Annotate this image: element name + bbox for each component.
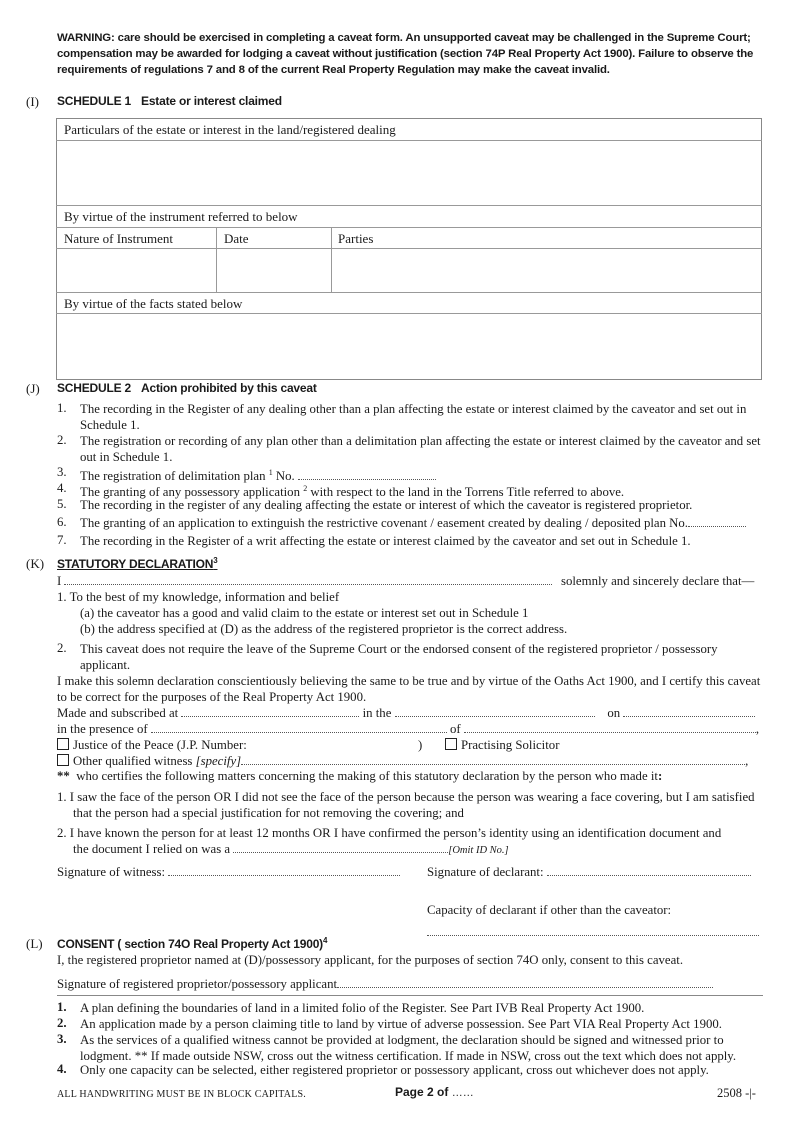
section-letter-k: (K) [26, 556, 45, 571]
divider [56, 227, 762, 228]
list-number: 5. [57, 497, 67, 511]
list-item-text: The registration of delimitation plan [80, 469, 266, 483]
solicitor-checkbox[interactable] [445, 738, 457, 750]
solemn-declaration-text: I make this solemn declaration conscientiously believing the same to be true and by virtue of the Oaths Act 1900, and I certify this caveat to be correct for the purposes of the Real Property Act 1900. [57, 674, 761, 704]
footnote-text: Only one capacity can be selected, either registered proprietor or possessory applicant, cross out whichever does not apply. [80, 1063, 709, 1077]
other-witness-label: Other qualified witness [73, 754, 193, 768]
declarant-line [57, 573, 552, 589]
list-item-text: The granting of any possessory application [80, 485, 300, 499]
footnote-divider [57, 995, 763, 996]
consent-text: I, the registered proprietor named at (D)/possessory applicant, for the purposes of section 74O only, consent to this caveat. [57, 953, 684, 967]
divider [56, 292, 762, 293]
page-label: Page 2 of [395, 1085, 449, 1099]
other-witness-checkbox[interactable] [57, 754, 69, 766]
footnote-ref: 4 [322, 936, 328, 945]
footnote-number: 4. [57, 1062, 67, 1076]
certification-2b [73, 841, 509, 859]
footnote-ref: 2 [303, 484, 308, 493]
consent-title: CONSENT ( section 74O Real Property Act 1900) [57, 937, 323, 951]
facts-field[interactable] [57, 314, 761, 379]
i-prefix: I [57, 574, 62, 588]
footnote-number: 3. [57, 1032, 67, 1046]
witness-name-field[interactable] [151, 721, 447, 733]
footnote-ref: 3 [213, 556, 218, 565]
list-number: 2. [57, 641, 67, 655]
witness-address-field[interactable] [464, 721, 756, 733]
jp-close: ) [418, 738, 423, 752]
warning-text: WARNING: care should be exercised in completing a caveat form. An unsupported caveat may be challenged in the Supreme Court; compensation may be awarded for lodging a caveat without justification (section 74P Real Property Act 1900). Failure to observe the requirements of regulations 7 and 8 of the current Real Property Regulation may make the caveat invalid. [57, 32, 754, 76]
stars: ** [57, 769, 70, 783]
declarant-signature-line [427, 864, 751, 880]
schedule1-heading [57, 94, 282, 108]
jp-label: Justice of the Peace (J.P. Number: [73, 738, 247, 752]
instrument-label: By virtue of the instrument referred to below [64, 209, 298, 224]
consent-signature-field[interactable] [337, 976, 713, 988]
list-item: The recording in the Register of any dealing other than a plan affecting the estate or interest claimed by the caveator and set out in Schedule 1. [80, 402, 747, 432]
facts-label: By virtue of the facts stated below [64, 296, 243, 311]
certification-1: 1. I saw the face of the person OR I did not see the face of the person because the person was wearing a face covering, but I am satisfied that the person had a special justification for not removing the covering; and [57, 790, 755, 820]
presence-line: in the presence of of , [57, 722, 760, 736]
list-number: 2. [57, 433, 67, 447]
declarant-signature-label: Signature of declarant: [427, 865, 544, 879]
jp-line [57, 737, 247, 753]
solicitor-label: Practising Solicitor [461, 738, 560, 752]
list-item [80, 515, 746, 531]
specify-label: [specify] [195, 754, 242, 768]
declaration-item-1b: (b) the address specified at (D) as the address of the registered proprietor is the correct address. [80, 622, 568, 636]
id-document-field[interactable] [233, 841, 448, 853]
capacity-label: Capacity of declarant if other than the caveator: [427, 903, 672, 917]
nature-of-instrument-field[interactable] [57, 249, 215, 291]
footnote-ref: 1 [268, 468, 273, 477]
on-label: on [607, 706, 621, 720]
footer-handwriting-note: ALL HANDWRITING MUST BE IN BLOCK CAPITALS. [57, 1089, 306, 1100]
list-item-suffix: with respect to the land in the Torrens Title referred to above. [307, 485, 625, 499]
section-letter-l: (L) [26, 936, 43, 951]
declaration-title: STATUTORY DECLARATION [57, 557, 214, 571]
page-total-field[interactable]: …… [451, 1087, 474, 1099]
solicitor-line [445, 737, 559, 753]
declarant-name-field[interactable] [64, 573, 552, 585]
schedule2-heading [57, 381, 317, 395]
list-number: 6. [57, 515, 67, 529]
of-label: of [450, 722, 461, 736]
witness-signature-line [57, 864, 400, 880]
plan-number-field[interactable] [298, 468, 436, 480]
footer-form-code: 2508 -|- [717, 1086, 756, 1100]
in-the-field[interactable] [395, 705, 595, 717]
other-witness-field[interactable] [241, 753, 745, 765]
declarant-signature-field[interactable] [547, 864, 751, 876]
certifies-text: who certifies the following matters concerning the making of this statutory declaration by the person who made it [76, 769, 658, 783]
list-item: The recording in the register of any dealing affecting the estate or interest of which the caveator is registered proprietor. [80, 498, 693, 512]
certification-2a: 2. I have known the person for at least 12 months OR I have confirmed the person’s identity using an identification document and [57, 826, 722, 840]
document-label: the document I relied on was a [73, 842, 231, 856]
particulars-label: Particulars of the estate or interest in the land/registered dealing [64, 122, 396, 137]
in-the-label: in the [362, 706, 392, 720]
footnote-number: 2. [57, 1016, 67, 1030]
presence-label: in the presence of [57, 722, 148, 736]
nature-of-instrument-header: Nature of Instrument [64, 231, 174, 246]
other-witness-line: Other qualified witness [specify] , [57, 753, 748, 769]
list-item-text: The granting of an application to extinguish the restrictive covenant / easement created by dealing / deposited plan No. [80, 516, 689, 530]
declaration-item-1a: (a) the caveator has a good and valid claim to the estate or interest set out in Schedule 1 [80, 606, 529, 620]
declaration-item-1: 1. To the best of my knowledge, information and belief [57, 590, 340, 604]
particulars-field[interactable] [57, 141, 761, 204]
divider [56, 205, 762, 206]
omit-id-note: [Omit ID No.] [448, 845, 509, 856]
deposited-plan-field[interactable] [688, 515, 746, 527]
jp-checkbox[interactable] [57, 738, 69, 750]
capacity-line [427, 924, 759, 940]
footnote-text: A plan defining the boundaries of land in a limited folio of the Register. See Part IVB Real Property Act 1900. [80, 1001, 645, 1015]
list-number: 4. [57, 481, 67, 495]
section-letter-j: (J) [26, 381, 40, 396]
schedule2-title: SCHEDULE 2 [57, 381, 132, 395]
declaration-heading [57, 556, 218, 571]
section-letter-i: (I) [26, 94, 39, 109]
consent-signature-line [57, 976, 713, 992]
made-at-label: Made and subscribed at [57, 706, 179, 720]
consent-signature-label: Signature of registered proprietor/possessory applicant [57, 977, 338, 991]
made-at-line [57, 705, 755, 721]
schedule1-title: SCHEDULE 1 [57, 94, 132, 108]
on-date-field[interactable] [623, 705, 755, 717]
consent-heading [57, 936, 327, 951]
capacity-field[interactable] [427, 924, 759, 936]
witness-signature-label: Signature of witness: [57, 865, 166, 879]
list-item: The registration or recording of any plan other than a delimitation plan affecting the estate or interest claimed by the caveator and set out in Schedule 1. [80, 434, 761, 464]
parties-field[interactable] [332, 249, 761, 291]
schedule1-subtitle: Estate or interest claimed [141, 94, 282, 108]
list-number: 1. [57, 401, 67, 415]
date-header: Date [224, 231, 249, 246]
list-item: The recording in the Register of a writ affecting the estate or interest claimed by the caveator and set out in Schedule 1. [80, 534, 691, 548]
date-field[interactable] [217, 249, 330, 291]
list-item-suffix: No. [272, 469, 295, 483]
list-number: 7. [57, 533, 67, 547]
certifies-colon: : [657, 769, 663, 783]
footer-page [395, 1085, 474, 1099]
footnote-text: As the services of a qualified witness cannot be provided at lodgment, the declaration should be signed and witnessed prior to lodgment. ** If made outside NSW, cross out the witness certification. If made in NSW, cross out the text which does not apply. [80, 1033, 737, 1063]
schedule2-subtitle: Action prohibited by this caveat [141, 381, 317, 395]
witness-signature-field[interactable] [168, 864, 400, 876]
certifies-line [57, 768, 662, 784]
list-number: 3. [57, 465, 67, 479]
parties-header: Parties [338, 231, 374, 246]
footnote-text: An application made by a person claiming title to land by virtue of adverse possession. See Part VIA Real Property Act 1900. [80, 1017, 722, 1031]
footnote-number: 1. [57, 1000, 67, 1014]
solemnly-text: solemnly and sincerely declare that— [561, 574, 755, 588]
made-at-field[interactable] [181, 705, 359, 717]
declaration-item-2: This caveat does not require the leave of the Supreme Court or the endorsed consent of the registered proprietor / possessory applicant. [80, 642, 718, 672]
